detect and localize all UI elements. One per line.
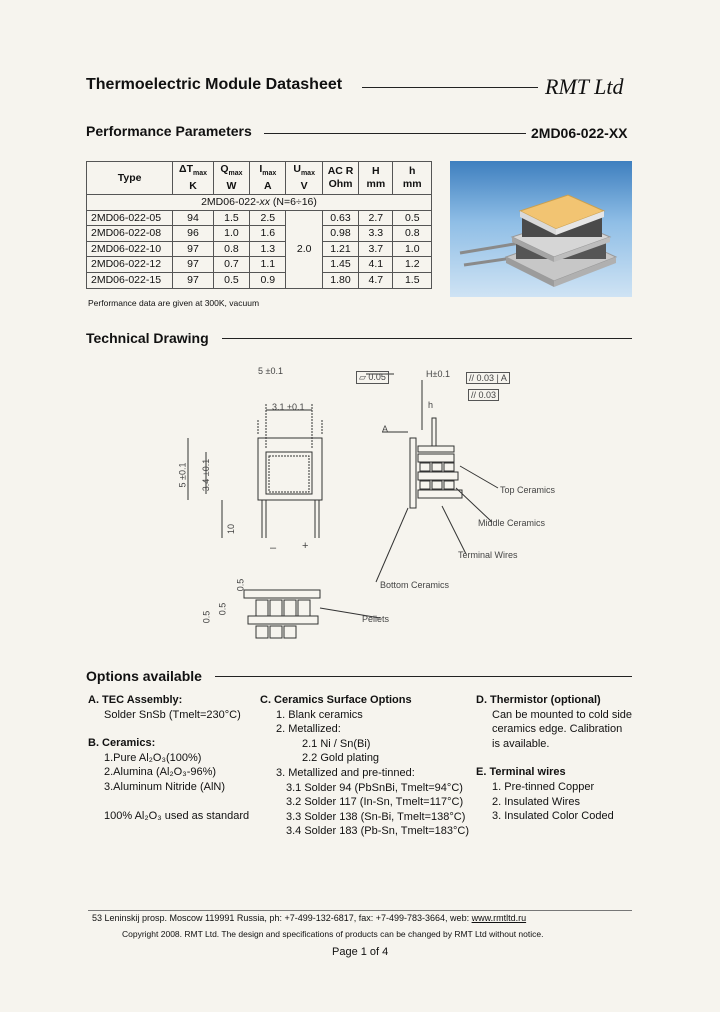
cell-i: 1.6 [250,226,286,242]
dim-3-4: 3.4 ±0.1 [201,458,212,492]
dim-3-1: 3.1 ±0.1 [272,402,305,412]
label-pellets: Pellets [362,614,390,624]
parallelism-callout-1: // 0.03 | A [466,372,510,384]
product-photo [450,161,632,297]
cell-q: 0.5 [213,273,249,289]
label-terminal-wires: Terminal Wires [458,550,518,560]
cell-acr: 0.98 [322,226,358,242]
option-c-subitem: 2.2 Gold plating [302,752,380,765]
cell-acr: 0.63 [322,210,358,226]
cell-dt: 97 [173,241,214,257]
cell-acr: 1.80 [322,273,358,289]
cell-q: 1.5 [213,210,249,226]
options-rule [215,676,632,677]
cell-type: 2MD06-022-05 [87,210,173,226]
tec-module-image [450,161,632,297]
performance-heading: Performance Parameters [86,123,252,139]
option-c-subitem: 3.2 Solder 117 (In-Sn, Tmelt=117°C) [286,796,464,809]
cell-i: 1.1 [250,257,286,273]
technical-drawing [170,360,610,640]
cell-dt: 96 [173,226,214,242]
footer-copyright: Copyright 2008. RMT Ltd. The design and specifications of products can be changed by RMT Ltd without notice. [122,929,544,939]
company-logo: RMT Ltd [545,74,624,99]
lead-plus: + [302,540,309,552]
cell-h: 0.5 [393,210,432,226]
label-middle-ceramics: Middle Ceramics [478,518,546,528]
cell-H: 4.1 [359,257,393,273]
option-b-note: 100% Al₂O₃ used as standard [104,809,250,822]
label-bottom-ceramics: Bottom Ceramics [380,580,450,590]
performance-note: Performance data are given at 300K, vacuum [88,298,260,308]
cell-umax: 2.0 [286,210,322,288]
col-q: $Q_{max}$ W [213,162,249,195]
parallelism-callout-2: // 0.03 [468,389,499,401]
options-col-de [476,693,646,824]
cell-i: 1.3 [250,241,286,257]
footer-address [92,913,526,923]
table-header-row [87,162,432,195]
option-e-heading: E. Terminal wires [476,766,566,779]
col-type: Type [87,162,173,195]
option-c-item: 2. Metallized: [276,723,341,736]
dim-0-5-a: 0.5 [235,578,246,592]
dim-0-5-b: 0.5 [217,602,228,616]
cell-dt: 94 [173,210,214,226]
cell-dt: 97 [173,257,214,273]
cell-h: 1.5 [393,273,432,289]
dim-5: 5 ±0.1 [258,366,283,376]
col-h: h mm [393,162,432,195]
cell-H: 3.7 [359,241,393,257]
option-e-item: 1. Pre-tinned Copper [492,780,595,793]
options-col-ab [88,693,258,823]
option-d-heading: D. Thermistor (optional) [476,694,601,706]
col-acr: AC R Ohm [322,162,358,195]
option-a-item: Solder SnSb (Tmelt=230°C) [104,708,241,721]
cell-type: 2MD06-022-10 [87,241,173,257]
option-b-heading: B. Ceramics: [88,737,156,750]
cell-i: 0.9 [250,273,286,289]
page-number: Page 1 of 4 [332,946,389,958]
height-tolerance: H±0.1 [426,369,450,379]
footer-web-link[interactable]: www.rmtltd.ru [471,913,527,923]
cell-q: 0.8 [213,241,249,257]
footer-rule [88,910,632,911]
page-title: Thermoelectric Module Datasheet [86,76,343,93]
group-label: 2MD06-022-xx (N=6÷16) [87,195,432,211]
option-e-item: 3. Insulated Color Coded [492,810,614,823]
col-u: $U_{max}$ V [286,162,322,195]
table-row [87,241,432,257]
col-H: H mm [359,162,393,195]
cell-h: 1.2 [393,257,432,273]
cell-H: 2.7 [359,210,393,226]
cell-type: 2MD06-022-15 [87,273,173,289]
header-rule [362,87,538,88]
option-b-item: 3.Aluminum Nitride (AlN) [104,780,226,793]
option-d-text: is available. [492,737,550,750]
options-col-c [260,693,470,839]
footer-address-text: 53 Leninskij prosp. Moscow 119991 Russia, ph: +7-499-132-6817, fax: +7-499-783-3664, web: [92,913,472,923]
dim-h: h [428,400,434,410]
label-top-ceramics: Top Ceramics [500,485,556,495]
option-a-heading: A. TEC Assembly: [88,694,183,706]
option-b-item: 2.Alumina (Al₂O₃-96%) [104,766,217,779]
model-number: 2MD06-022-XX [531,125,628,141]
cell-acr: 1.45 [322,257,358,273]
dim-5-vertical: 5 ±0.1 [177,462,188,488]
dim-0-5-c: 0.5 [201,610,212,624]
top-ceramic-outline [266,452,312,494]
option-d-text: Can be mounted to cold side [492,708,633,721]
cell-acr: 1.21 [322,241,358,257]
cell-H: 3.3 [359,226,393,242]
option-c-item: 1. Blank ceramics [276,708,363,721]
performance-rule [264,133,526,134]
cell-H: 4.7 [359,273,393,289]
option-e-item: 2. Insulated Wires [492,795,581,808]
cell-q: 1.0 [213,226,249,242]
group-row [87,195,432,211]
option-c-subitem: 2.1 Ni / Sn(Bi) [302,737,371,750]
datum-a: A [382,424,389,434]
col-dt: $\Delta T_{max}$ K [173,162,214,195]
lead-minus: – [270,542,277,554]
drawing-rule [222,338,632,339]
table-row [87,257,432,273]
table-row [87,226,432,242]
cell-type: 2MD06-022-08 [87,226,173,242]
flatness-callout: ▱ 0.05 [356,371,389,384]
option-c-subitem: 3.1 Solder 94 (PbSnBi, Tmelt=94°C) [286,781,463,794]
option-b-item: 1.Pure Al₂O₃(100%) [104,751,202,764]
cell-dt: 97 [173,273,214,289]
cell-i: 2.5 [250,210,286,226]
drawing-heading: Technical Drawing [86,330,209,346]
table-row [87,210,432,226]
col-i: $I_{max}$ A [250,162,286,195]
cell-type: 2MD06-022-12 [87,257,173,273]
option-c-subitem: 3.3 Solder 138 (Sn-Bi, Tmelt=138°C) [286,810,466,823]
dim-10: 10 [226,523,237,535]
option-c-item: 3. Metallized and pre-tinned: [276,766,415,779]
table-row [87,273,432,289]
cell-h: 1.0 [393,241,432,257]
option-c-heading: C. Ceramics Surface Options [260,694,412,706]
options-heading: Options available [86,668,202,684]
option-c-subitem: 3.4 Solder 183 (Pb-Sn, Tmelt=183°C) [286,825,470,838]
option-d-text: ceramics edge. Calibration [492,723,623,736]
cell-h: 0.8 [393,226,432,242]
performance-table [86,161,432,289]
cell-q: 0.7 [213,257,249,273]
